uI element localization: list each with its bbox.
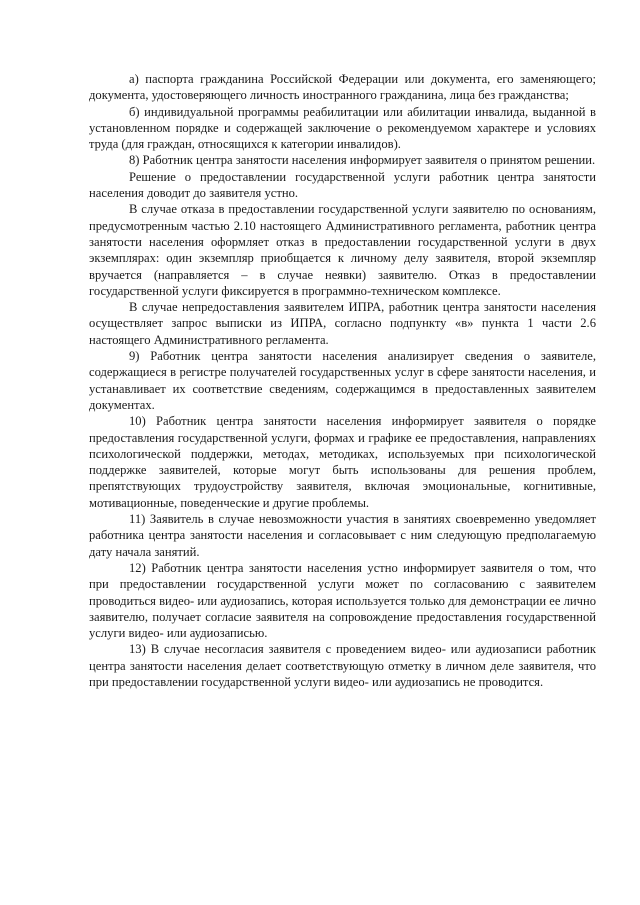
paragraph-item-10: 10) Работник центра занятости населения информирует заявителя о порядке предоставления государственной услуги, формах и графике ее предоставления, направлениях психологической поддержки, методах, методиках, используемых при психологической поддержке заявителей, которые могут быть использованы для решения проблем, препятствующих трудоустройству заявителя, включая эмоциональные, когнитивные, мотивационные, поведенческие и другие проблемы. bbox=[89, 414, 596, 510]
paragraph-passport: а) паспорта гражданина Российской Федерации или документа, его заменяющего; документа, удостоверяющего личность иностранного гражданина, лица без гражданства; bbox=[89, 72, 596, 103]
paragraph-item-13: 13) В случае несогласия заявителя с проведением видео- или аудиозаписи работник центра занятости населения делает соответствующую отметку в личном деле заявителя, что при предоставлении государственной услуги видео- или аудиозапись не проводится. bbox=[89, 642, 596, 689]
paragraph-item-8: 8) Работник центра занятости населения информирует заявителя о принятом решении. bbox=[129, 153, 596, 168]
paragraph-ipra-request: В случае непредоставления заявителем ИПРА, работник центра занятости населения осуществляет запрос выписки из ИПРА, согласно подпункту «в» пункта 1 части 2.6 настоящего Административного регламента. bbox=[89, 300, 596, 347]
paragraph-decision-oral: Решение о предоставлении государственной услуги работник центра занятости населения доводит до заявителя устно. bbox=[89, 169, 596, 201]
paragraph-item-9: 9) Работник центра занятости населения анализирует сведения о заявителе, содержащиеся в регистре получателей государственных услуг в сфере занятости населения, и устанавливает их соответствие сведениям, содержащимся в предоставленных заявителем документах. bbox=[89, 349, 596, 412]
paragraph-rehabilitation-program: б) индивидуальной программы реабилитации или абилитации инвалида, выданной в установленном порядке и содержащей заключение о рекомендуемом характере и условиях труда (для граждан, относящихся к категории инвалидов). bbox=[89, 104, 596, 152]
document-body bbox=[89, 71, 596, 690]
paragraph-refusal: В случае отказа в предоставлении государственной услуги заявителю по основаниям, предусмотренным частью 2.10 настоящего Административного регламента, работник центра занятости населения оформляет отказ в предоставлении государственной услуги в двух экземплярах: один экземпляр приобщается к личному делу заявителя, второй экземпляр вручается (направляется – в случае неявки) заявителю. Отказ в предоставлении государственной услуги фиксируется в программно-техническом комплексе. bbox=[89, 202, 596, 298]
paragraph-item-11: 11) Заявитель в случае невозможности участия в занятиях своевременно уведомляет работника центра занятости населения и согласовывает с ним следующую предполагаемую дату начала занятий. bbox=[89, 512, 596, 559]
paragraph-item-12: 12) Работник центра занятости населения устно информирует заявителя о том, что при предоставлении государственной услуги может по согласованию с заявителем проводиться видео- или аудиозапись, которая используется только для демонстрации ее лично заявителю, получает согласие заявителя на сопровождение предоставления государственной услуги видео- или аудиозаписью. bbox=[89, 560, 596, 641]
